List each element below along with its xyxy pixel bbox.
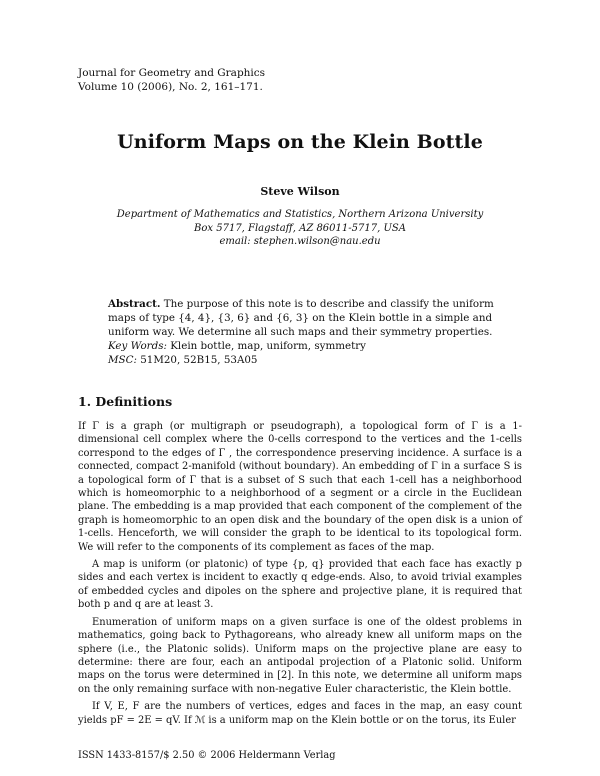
- body-paragraph-3: Enumeration of uniform maps on a given surface is one of the oldest problems in mathematics, going back to Pythagoreans, who already knew all uniform maps on the sphere (i.e., the Platonic solids). Uniform maps on the projective plane are easy to determine: there are four, each an antipodal projection of a Platonic solid. Uniform maps on the torus were determined in [2]. In this note, we determine all uniform maps on the only remaining surface with non-negative Euler characteristic, the Klein bottle.: [78, 616, 522, 695]
- affiliation-email: email: stephen.wilson@nau.edu: [219, 236, 381, 247]
- abstract-label: Abstract.: [108, 298, 161, 310]
- abstract-text: The purpose of this note is to describe and classify the uniform maps of type {4, 4}, {3, 6} and {6, 3} on the Klein bottle in a simple and uniform way. We determine all such maps and their symmetry properties.: [108, 298, 494, 338]
- msc-label: MSC:: [108, 354, 137, 366]
- section-title: Definitions: [95, 394, 173, 409]
- footer-issn: ISSN 1433-8157/$ 2.50 © 2006 Heldermann Verlag: [78, 750, 336, 761]
- author-name: Steve Wilson: [260, 185, 340, 198]
- section-heading: [78, 394, 172, 409]
- body-paragraph-1: If Γ is a graph (or multigraph or pseudograph), a topological form of Γ is a 1-dimensional cell complex where the 0-cells correspond to the vertices and the 1-cells correspond to the edges of Γ , the correspondence preserving incidence. A surface is a connected, compact 2-manifold (without boundary). An embedding of Γ in a surface S is a topological form of Γ that is a subset of S such that each 1-cell has a neighborhood which is homeomorphic to a neighborhood of a segment or a circle in the Euclidean plane. The embedding is a map provided that each component of the complement of the graph is homeomorphic to an open disk and the boundary of the open disk is a union of 1-cells. Henceforth, we will consider the graph to be identical to its topological form. We will refer to the components of its complement as faces of the map.: [78, 421, 522, 553]
- journal-header: [78, 66, 265, 94]
- keywords-label: Key Words:: [108, 340, 167, 352]
- msc-line: [108, 353, 495, 367]
- paper-title: Uniform Maps on the Klein Bottle: [117, 131, 483, 153]
- affiliation-department: Department of Mathematics and Statistics, Northern Arizona University: [116, 209, 484, 220]
- journal-name: Journal for Geometry and Graphics: [78, 67, 266, 79]
- body-text: [78, 420, 522, 731]
- body-paragraph-4: If V, E, F are the numbers of vertices, edges and faces in the map, an easy count yields pF = 2E = qV. If ℳ is a uniform map on the Klein bottle or on the torus, its Euler: [78, 701, 522, 726]
- keywords-text: Klein bottle, map, uniform, symmetry: [170, 340, 366, 352]
- abstract-block: [108, 297, 495, 367]
- affiliation-block: [0, 208, 600, 249]
- affiliation-address: Box 5717, Flagstaff, AZ 86011-5717, USA: [194, 222, 406, 234]
- section-number: 1.: [78, 394, 92, 409]
- msc-text: 51M20, 52B15, 53A05: [140, 354, 258, 366]
- body-paragraph-2: A map is uniform (or platonic) of type {p, q} provided that each face has exactly p sides and each vertex is incident to exactly q edge-ends. Also, to avoid trivial examples of embedded cycles and dipoles on the sphere and projective plane, it is required that both p and q are at least 3.: [78, 559, 522, 611]
- keywords-line: [108, 339, 495, 353]
- journal-volume: Volume 10 (2006), No. 2, 161–171.: [78, 81, 263, 93]
- abstract-paragraph: [108, 297, 495, 339]
